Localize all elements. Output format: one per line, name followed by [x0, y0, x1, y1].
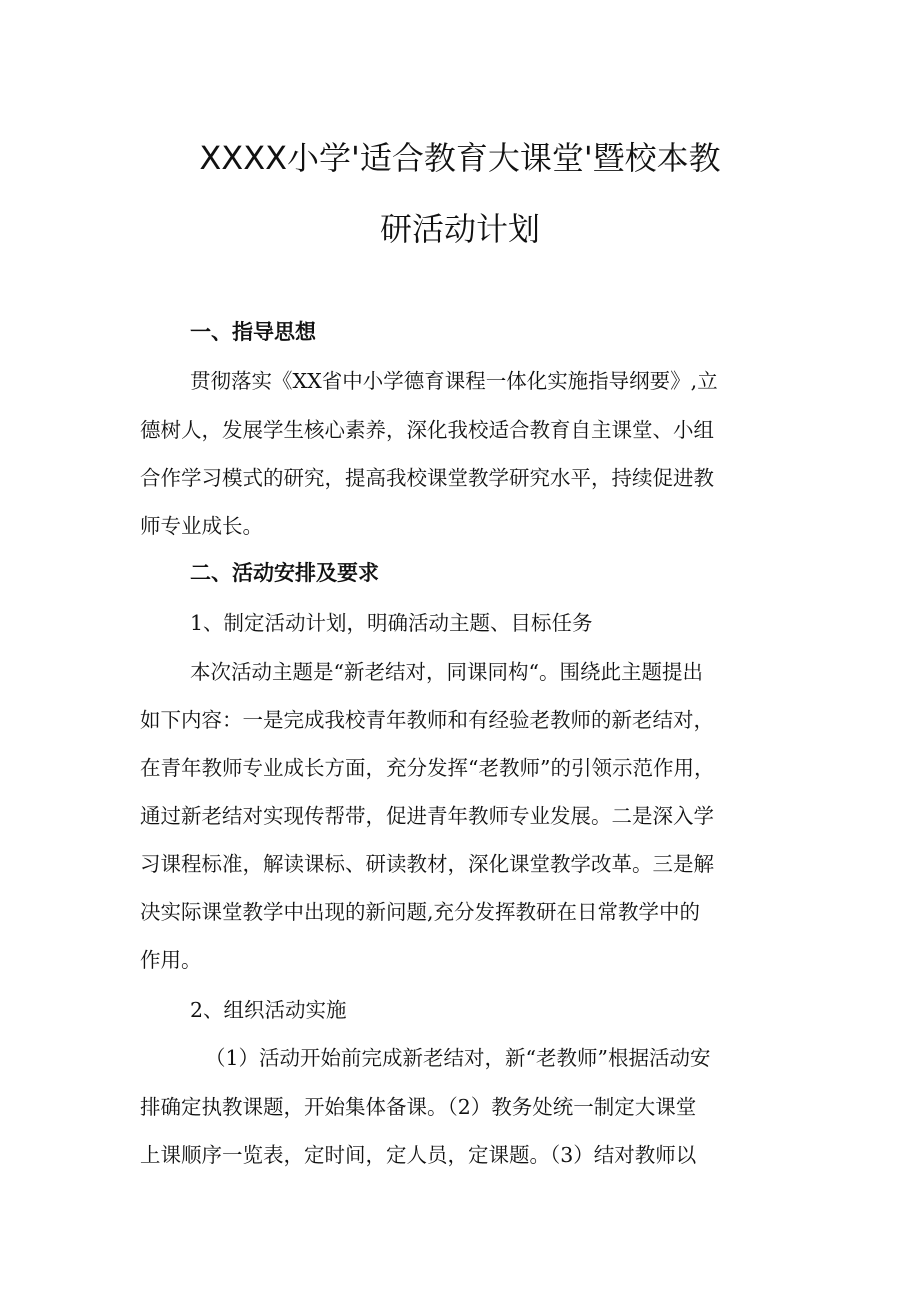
paragraph-line: 习课程标准，解读课标、研读教材，深化课堂教学改革。三是解 — [140, 852, 714, 876]
paragraph-line: 德树人，发展学生核心素养，深化我校适合教育自主课堂、小组 — [140, 418, 714, 442]
paragraph-line: 贯彻落实《XX省中小学德育课程一体化实施指导纲要》,立 — [190, 369, 718, 393]
paragraph-line: 决实际课堂教学中出现的新问题,充分发挥教研在日常教学中的 — [140, 900, 701, 924]
paragraph-line: 在青年教师专业成长方面，充分发挥“老教师”的引领示范作用， — [140, 756, 715, 780]
paragraph-line: 如下内容：一是完成我校青年教师和有经验老教师的新老结对， — [140, 708, 714, 732]
subsection-title-plan: 1、制定活动计划，明确活动主题、目标任务 — [190, 611, 593, 635]
section-heading-guiding-ideology: 一、指导思想 — [190, 320, 316, 344]
document-title-line-2: 研活动计划 — [379, 210, 540, 248]
section-heading-activities: 二、活动安排及要求 — [190, 561, 379, 585]
paragraph-line: 师专业成长。 — [140, 514, 263, 538]
paragraph-line: 排确定执教课题，开始集体备课。（2）教务处统一制定大课堂 — [140, 1095, 697, 1119]
subsection-title-implementation: 2、组织活动实施 — [190, 998, 347, 1022]
paragraph-line: 合作学习模式的研究，提高我校课堂教学研究水平，持续促进教 — [140, 466, 714, 490]
paragraph-line: 上课顺序一览表，定时间，定人员，定课题。（3）结对教师以 — [140, 1143, 697, 1167]
paragraph-line: 本次活动主题是“新老结对，同课同构“。围绕此主题提出 — [190, 660, 703, 684]
document-title-line-1: XXXX小学'适合教育大课堂'暨校本教 — [199, 139, 721, 177]
paragraph-line: （1）活动开始前完成新老结对，新“老教师”根据活动安 — [205, 1046, 711, 1070]
paragraph-line: 通过新老结对实现传帮带，促进青年教师专业发展。二是深入学 — [140, 804, 714, 828]
paragraph-line: 作用。 — [140, 948, 202, 972]
